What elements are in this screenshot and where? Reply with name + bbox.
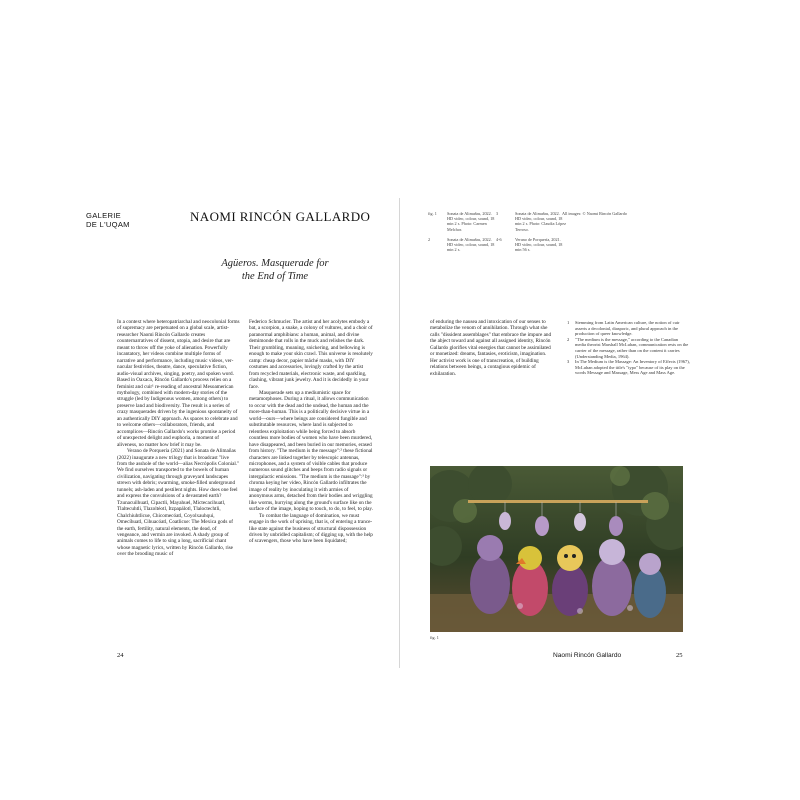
image-credit [562,211,642,216]
gallery-line: GALERIE [86,211,122,220]
right-page [400,0,800,800]
caption [428,211,498,232]
gallery-line: DE L'UQAM [86,220,130,229]
caption-text: Sonata de Alimañas, 2022. HD video, colour, sound, 18 min 2 s. Photo: Claudia López Terroso. [515,211,566,232]
footnote-text: Stemming from Latin American culture, the notion of cuir asserts a decolonial, diasporic, and plural approach in the production of queer knowledge. [575,320,680,337]
body-column-3 [430,319,554,377]
artist-name-heading: NAOMI RINCÓN GALLARDO [190,209,371,224]
caption-text: Sonata de Alimañas, 2022. HD video, colour, sound, 18 min 2 s. [447,236,495,253]
caption-column-1 [428,211,498,257]
paragraph: To combat the language of domination, we must engage in the work of uprising, that is, of entering a trance-like state against the business of structural dispossession driven by unbridled capitalism; of digging up, with the help of scavengers, those who have been liquidated; [249,512,373,545]
caption-number: 2 [428,236,431,242]
caption-number: 4-6 [496,236,502,242]
paragraph: In a context where heteropatriarchal and neocolonial forms of supremacy are perpetuated on a global scale, artist-researcher Naomi Rincón Gallardo creates counternarratives of dissent, utopia, and desire that are meant to throw off the yoke of alienation. Powerfully incantatory, her videos combine multiple forms of narrative and performance, including music videos, vernacular festivities, theatre, dance, speculative fiction, audio-visual archives, singing, poetry, and spoken word. Based in Oaxaca, Rincón Gallardo's process relies on a feminist and cuir¹ re-reading of ancestral Mesoamerican mythology, combined with modern-day stories of the struggle (led by Indigenous women, among others) to preserve land and biodiversity. The result is a series of crazy masquerades driven by the ingenious spontaneity of an authentically DIY approach. As spaces to celebrate and to welcome others—collaborators, friends, and accomplices—Rincón Gallardo's works promise a period of unexpected delight and euphoria, a moment of aliveness, no matter how brief it may be. [117,319,240,448]
footnote-number: 1 [567,320,570,325]
paragraph: Verano de Porquería (2021) and Sonata de Alimañas (2022) inaugurate a new trilogy that is broadcast "live from the asshole of the world—alias Necrópolis Colonial." We find ourselves transported to the bowels of human civilization, navigating through graveyard landscapes strewn with debris; swarming, smoke-filled underground tunnels; ash-laden and pestilent nights. How does one feel and express the convulsions of a devastated earth? Tzunacuilhuatl, Cipactli, Mayahuel, Mictecacihuatl, Tlaltecuhtli, Tlazoltéotl, Itzpapálotl, Tlaloctechtli, Chalchiuhtlicue, Chicomecóatl, Coyolxauhqui, Omecíhuatl, Cihuacóatl, Coatlicue: The Mexica gods of the earth, fertility, natural elements, the dead, of vengeance, and vermin are invoked. A shady group of animals comes to life to sing a long, sacrificial chant whose magnetic lyrics, written by Rincón Gallardo, rise over the brooding music of [117,448,240,558]
essay-title-line: the End of Time [241,271,309,282]
paragraph: Masquerade sets up a mediumistic space for metamorphoses. During a ritual, it allows communication to occur with the dead and the undead, the human and the more-than-human. This is a politically decisive virtue in a world—ours—where beings are considered fungible and substitutable resources, where land is subjected to relentless exploitation while being forced to absorb countless more bodies of women who have been murdered, have disappeared, and been buried in our memories, erased from history. "The medium is the message":² these fictional characters are linked together by telescopic antennas, microphones, and a system of visible cables that produce numerous sound glitches and beeps from radio signals or intergalactic emissions. "The medium is the massage":³ by chroma keying her video, Rincón Gallardo infiltrates the image of reality by inoculating it with armies of anonymous arms, detached from their bodies and wriggling like worms, hurrying along the ground's surface like on the surface of the image, hoping to touch, to do, to feel, to play. [249,389,373,513]
essay-title [200,257,350,283]
page-number-left: 24 [117,652,124,659]
caption [496,211,566,232]
footnote-number: 3 [567,359,570,365]
photo-illustration [430,466,683,632]
footnote-text: "The medium is the message," according to the Canadian media theorist Marshall McLuhan, communication rests on the carrier of the message, rather than on the content it carries (Understanding Media, 1964). [575,336,689,359]
page-number-right: 25 [676,652,683,659]
caption-text: Sonata de Alimañas, 2022. HD video, colour, sound, 18 min 2 s. Photo: Carmen Melchor. [447,211,495,232]
footnote-number: 2 [567,336,570,342]
footnote [567,320,690,337]
caption-text: Verano de Porquería, 2021. HD video, colour, sound, 18 min 56 s. [515,236,563,253]
masquerade-photo [430,466,683,632]
footnote-text: In The Medium is the Massage: An Inventory of Effects (1967), McLuhan adopted the title's "typo" because of its play on the words Message and Massage, Mess Age and Mass Age. [575,359,690,376]
bamboo-pole [468,500,648,503]
essay-title-line: Agüeros. Masquerade for [221,258,329,269]
footnote [567,337,690,359]
footnotes [567,320,690,376]
gallery-wordmark [86,211,130,229]
caption [428,237,498,253]
caption-column-3 [562,211,642,221]
running-head: Naomi Rincón Gallardo [553,652,622,659]
caption-number: fig. 1 [428,211,437,216]
body-column-2 [249,319,373,545]
caption-column-2 [496,211,566,257]
footnote [567,359,690,376]
caption-number: 3 [496,211,499,216]
paragraph: of enduring the nausea and intoxication of our senses to metabolize the venom of annihilation. Through what she calls "dissident assemblages" that embrace the impure and the abject toward and against all assigned identity, Rincón Gallardo glorifies vital energies that cannot be assimilated or monetized: dreams, fantasies, eroticism, imagination. Her activist work is one of transcreation, of building relations between beings, a contagious epidemic of exhilaration. [430,319,552,377]
paragraph: Federico Schmucler. The artist and her acolytes embody a bat, a scorpion, a snake, a colony of vultures, and a choir of paranormal amphibians: a human, animal, and divine demimonde that rolls in the muck and relishes the dark. Their grumbling, moaning, snickering, and bellowing is enough to make your skin crawl. This universe is resolutely camp: cheap decor, papier mâché masks, with DIY costumes and accessories, lovingly crafted by the artist from recycled materials, electronic waste, and sparkling, clashing, vibrant junk jewelry. And it is decidedly in your face. [249,319,373,390]
caption [496,237,566,253]
photo-figure-label: fig. 1 [430,635,439,640]
credit-text: All images: © Naomi Rincón Gallardo [562,211,627,216]
body-column-1 [117,319,240,558]
